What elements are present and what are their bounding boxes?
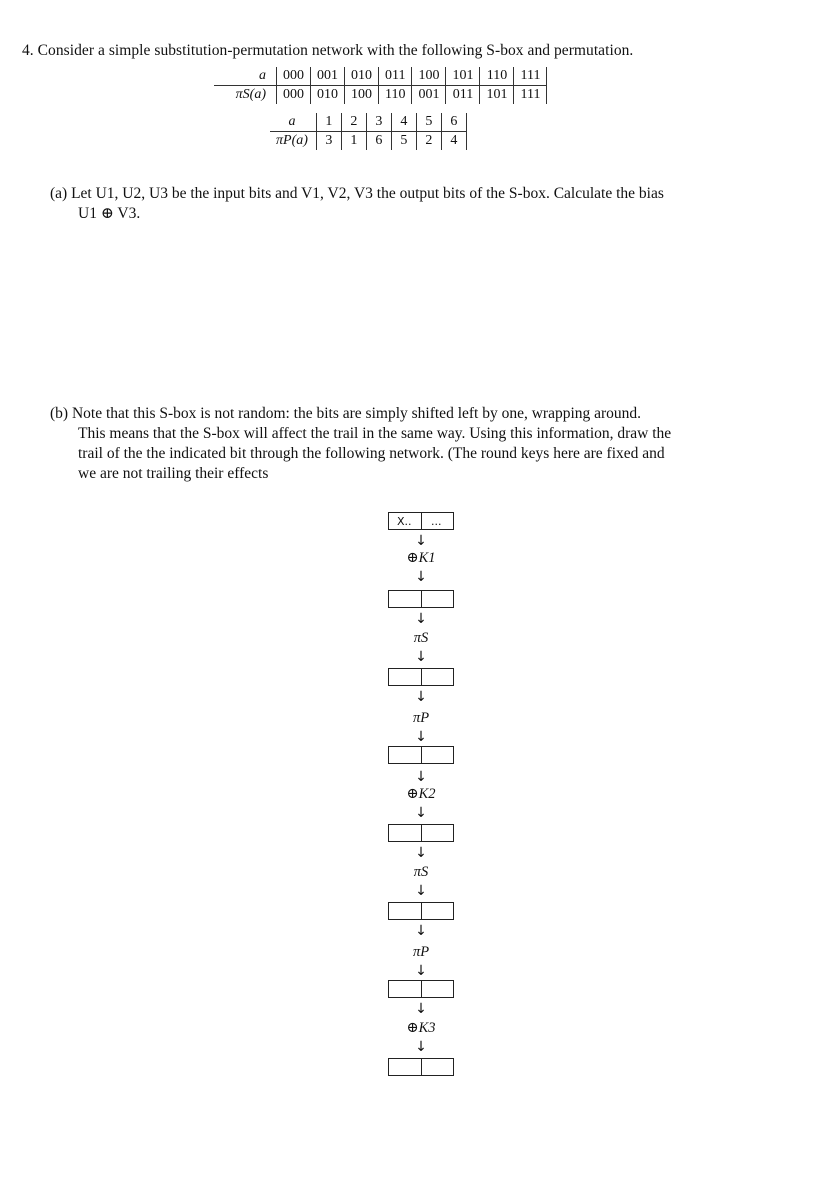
- sbox-a-label: a: [214, 67, 277, 86]
- input-block: [388, 512, 454, 530]
- perm-in-1: 2: [341, 113, 366, 132]
- arrow-down-icon: ↓: [415, 845, 427, 861]
- arrow-down-icon: ↓: [415, 1039, 427, 1055]
- arrow-down-icon: ↓: [415, 769, 427, 785]
- sbox-out-7: 111: [514, 86, 547, 105]
- sbox-in-1: 001: [311, 67, 345, 86]
- sbox-out-0: 000: [277, 86, 311, 105]
- arrow-down-icon: ↓: [415, 729, 427, 745]
- state-block-5[interactable]: [388, 902, 454, 920]
- part-b-label: (b): [50, 405, 69, 422]
- arrow-down-icon: ↓: [415, 649, 427, 665]
- sbox-in-7: 111: [514, 67, 547, 86]
- perm-out-0: 3: [316, 132, 341, 151]
- sbox-out-2: 100: [345, 86, 379, 105]
- part-a: [50, 184, 770, 224]
- arrow-down-icon: ↓: [415, 805, 427, 821]
- arrow-down-icon: ↓: [415, 923, 427, 939]
- sbox-out-4: 001: [412, 86, 446, 105]
- sbox-input-row: [214, 67, 547, 86]
- perm-in-3: 4: [391, 113, 416, 132]
- question-text: Consider a simple substitution-permutation network with the following S-box and permutation.: [37, 42, 634, 59]
- xor-k1-label: ⊕K1: [406, 550, 436, 566]
- sbox-output-row: [214, 86, 547, 105]
- sbox-out-3: 110: [379, 86, 412, 105]
- part-b-line3: trail of the the indicated bit through the following network. (The round keys here are fixed and: [78, 445, 665, 462]
- perm-in-0: 1: [316, 113, 341, 132]
- arrow-down-icon: ↓: [415, 689, 427, 705]
- input-right-label: ...: [431, 515, 442, 528]
- sbox-in-4: 100: [412, 67, 446, 86]
- part-a-line1: Let U1, U2, U3 be the input bits and V1, V2, V3 the output bits of the S-box. Calculate the bias: [71, 185, 664, 202]
- part-b-line4: we are not trailing their effects: [78, 465, 269, 482]
- arrow-down-icon: ↓: [415, 611, 427, 627]
- sbox-in-2: 010: [345, 67, 379, 86]
- xor-k3-label: ⊕K3: [406, 1020, 436, 1036]
- state-block-7[interactable]: [388, 1058, 454, 1076]
- xor-k2-label: ⊕K2: [406, 786, 436, 802]
- sbox-in-3: 011: [379, 67, 412, 86]
- question-number: 4.: [22, 42, 34, 59]
- arrow-down-icon: ↓: [415, 533, 427, 549]
- perm-label-1: πP: [412, 710, 430, 726]
- arrow-down-icon: ↓: [415, 963, 427, 979]
- perm-out-3: 5: [391, 132, 416, 151]
- sbox-out-5: 011: [446, 86, 480, 105]
- perm-out-1: 1: [341, 132, 366, 151]
- part-b: [50, 404, 770, 484]
- part-b-line2: This means that the S-box will affect the trail in the same way. Using this information, draw the: [78, 425, 672, 442]
- state-block-1[interactable]: [388, 590, 454, 608]
- perm-out-4: 2: [416, 132, 441, 151]
- perm-in-5: 6: [441, 113, 466, 132]
- arrow-down-icon: ↓: [415, 883, 427, 899]
- sbox-label-1: πS: [413, 630, 429, 646]
- perm-out-2: 6: [366, 132, 391, 151]
- state-block-4[interactable]: [388, 824, 454, 842]
- state-block-6[interactable]: [388, 980, 454, 998]
- arrow-down-icon: ↓: [415, 569, 427, 585]
- sbox-in-6: 110: [480, 67, 514, 86]
- perm-table: [270, 113, 467, 150]
- perm-label-2: πP: [412, 944, 430, 960]
- state-block-2[interactable]: [388, 668, 454, 686]
- perm-output-row: [270, 132, 466, 151]
- part-b-line1: Note that this S-box is not random: the bits are simply shifted left by one, wrapping around.: [71, 405, 642, 422]
- sbox-label-2: πS: [413, 864, 429, 880]
- sbox-table: [214, 67, 547, 104]
- sbox-pi-label: πS(a): [235, 87, 266, 102]
- input-left-label: X..: [397, 515, 412, 528]
- perm-a-label: a: [270, 113, 316, 132]
- perm-in-2: 3: [366, 113, 391, 132]
- perm-input-row: [270, 113, 466, 132]
- sbox-out-1: 010: [311, 86, 345, 105]
- sbox-in-0: 000: [277, 67, 311, 86]
- perm-out-5: 4: [441, 132, 466, 151]
- part-a-label: (a): [50, 185, 68, 202]
- state-block-3[interactable]: [388, 746, 454, 764]
- question-intro: [22, 42, 633, 60]
- perm-pi-label: πP(a): [276, 133, 308, 148]
- sbox-in-5: 101: [446, 67, 480, 86]
- sbox-out-6: 101: [480, 86, 514, 105]
- perm-in-4: 5: [416, 113, 441, 132]
- part-a-line2: U1 ⊕ V3.: [78, 205, 141, 222]
- arrow-down-icon: ↓: [415, 1001, 427, 1017]
